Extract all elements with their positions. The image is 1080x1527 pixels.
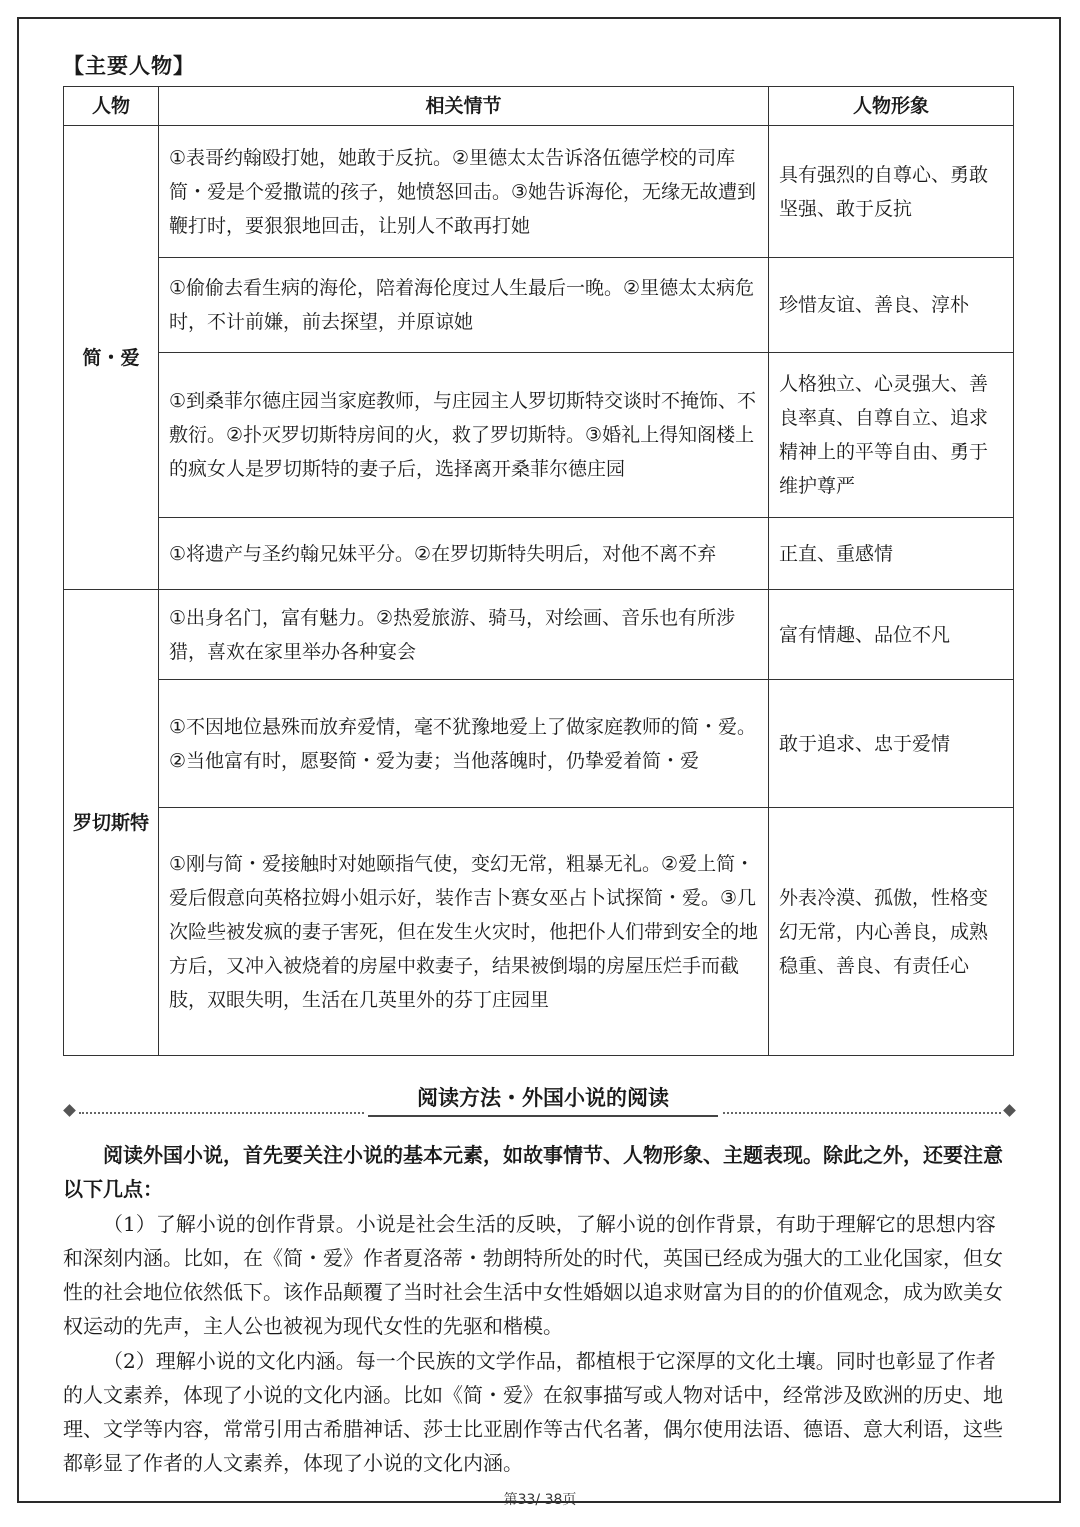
- plot-cell: ①偷偷去看生病的海伦，陪着海伦度过人生最后一晚。②里德太太病危时，不计前嫌，前去探望，并原谅她: [159, 258, 769, 353]
- image-cell: 正直、重感情: [769, 518, 1014, 590]
- table-row: [64, 590, 1014, 680]
- characters-table: [63, 86, 1014, 1056]
- plot-cell: ①刚与简・爱接触时对她颐指气使，变幻无常，粗暴无礼。②爱上简・爱后假意向英格拉姆小姐示好，装作吉卜赛女巫占卜试探简・爱。③几次险些被发疯的妻子害死，但在发生火灾时，他把仆人们带到安全的地方后，又冲入被烧着的房屋中救妻子，结果被倒塌的房屋压烂手而截肢，双眼失明，生活在几英里外的芬丁庄园里: [159, 808, 769, 1056]
- image-cell: 珍惜友谊、善良、淳朴: [769, 258, 1014, 353]
- reading-method-intro: 阅读外国小说，首先要关注小说的基本元素，如故事情节、人物形象、主题表现。除此之外，还要注意以下几点：: [63, 1143, 1003, 1201]
- table-row: [64, 808, 1014, 1056]
- diamond-icon: [63, 1104, 76, 1117]
- plot-cell: ①出身名门，富有魅力。②热爱旅游、骑马，对绘画、音乐也有所涉猎，喜欢在家里举办各种宴会: [159, 590, 769, 680]
- section-title: 【主要人物】: [63, 54, 195, 78]
- plot-cell: ①表哥约翰殴打她，她敢于反抗。②里德太太告诉洛伍德学校的司库简・爱是个爱撒谎的孩子，她愤怒回击。③她告诉海伦，无缘无故遭到鞭打时，要狠狠地回击，让别人不敢再打她: [159, 126, 769, 258]
- table-header-row: [64, 87, 1014, 126]
- person-jane-eyre: 简・爱: [64, 126, 159, 590]
- header-image: 人物形象: [769, 87, 1014, 126]
- plot-cell: ①不因地位悬殊而放弃爱情，毫不犹豫地爱上了做家庭教师的简・爱。②当他富有时，愿娶简・爱为妻；当他落魄时，仍挚爱着简・爱: [159, 680, 769, 808]
- person-rochester: 罗切斯特: [64, 590, 159, 1056]
- plot-cell: ①将遗产与圣约翰兄妹平分。②在罗切斯特失明后，对他不离不弃: [159, 518, 769, 590]
- diamond-icon: [1003, 1104, 1016, 1117]
- table-row: [64, 680, 1014, 808]
- table-row: [64, 518, 1014, 590]
- image-cell: 外表冷漠、孤傲，性格变幻无常，内心善良，成熟稳重、善良、有责任心: [769, 808, 1014, 1056]
- plot-cell: ①到桑菲尔德庄园当家庭教师，与庄园主人罗切斯特交谈时不掩饰、不敷衍。②扑灭罗切斯特房间的火，救了罗切斯特。③婚礼上得知阁楼上的疯女人是罗切斯特的妻子后，选择离开桑菲尔德庄园: [159, 353, 769, 518]
- table-row: [64, 353, 1014, 518]
- table-row: [64, 126, 1014, 258]
- paragraph-background: （1）了解小说的创作背景。小说是社会生活的反映，了解小说的创作背景，有助于理解它的思想内容和深刻内涵。比如，在《简・爱》作者夏洛蒂・勃朗特所处的时代，英国已经成为强大的工业化国家，但女性的社会地位依然低下。该作品颠覆了当时社会生活中女性婚姻以追求财富为目的的价值观念，成为欧美女权运动的先声，主人公也被视为现代女性的先驱和楷模。: [63, 1212, 1003, 1338]
- paragraph-culture: （2）理解小说的文化内涵。每一个民族的文学作品，都植根于它深厚的文化土壤。同时也彰显了作者的人文素养，体现了小说的文化内涵。比如《简・爱》在叙事描写或人物对话中，经常涉及欧洲的历史、地理、文学等内容，常常引用古希腊神话、莎士比亚剧作等古代名著，偶尔使用法语、德语、意大利语，这些都彰显了作者的人文素养，体现了小说的文化内涵。: [63, 1349, 1003, 1475]
- table-row: [64, 258, 1014, 353]
- page-number: 第33/ 38页: [503, 1492, 577, 1508]
- image-cell: 富有情趣、品位不凡: [769, 590, 1014, 680]
- header-plot: 相关情节: [159, 87, 769, 126]
- header-person: 人物: [64, 87, 159, 126]
- image-cell: 敢于追求、忠于爱情: [769, 680, 1014, 808]
- dotted-divider: [79, 1112, 364, 1114]
- reading-method-title: 阅读方法・外国小说的阅读: [368, 1082, 718, 1117]
- image-cell: 人格独立、心灵强大、善良率真、自尊自立、追求精神上的平等自由、勇于维护尊严: [769, 353, 1014, 518]
- dotted-divider: [723, 1112, 1001, 1114]
- reading-method-heading: [63, 1078, 1018, 1118]
- image-cell: 具有强烈的自尊心、勇敢坚强、敢于反抗: [769, 126, 1014, 258]
